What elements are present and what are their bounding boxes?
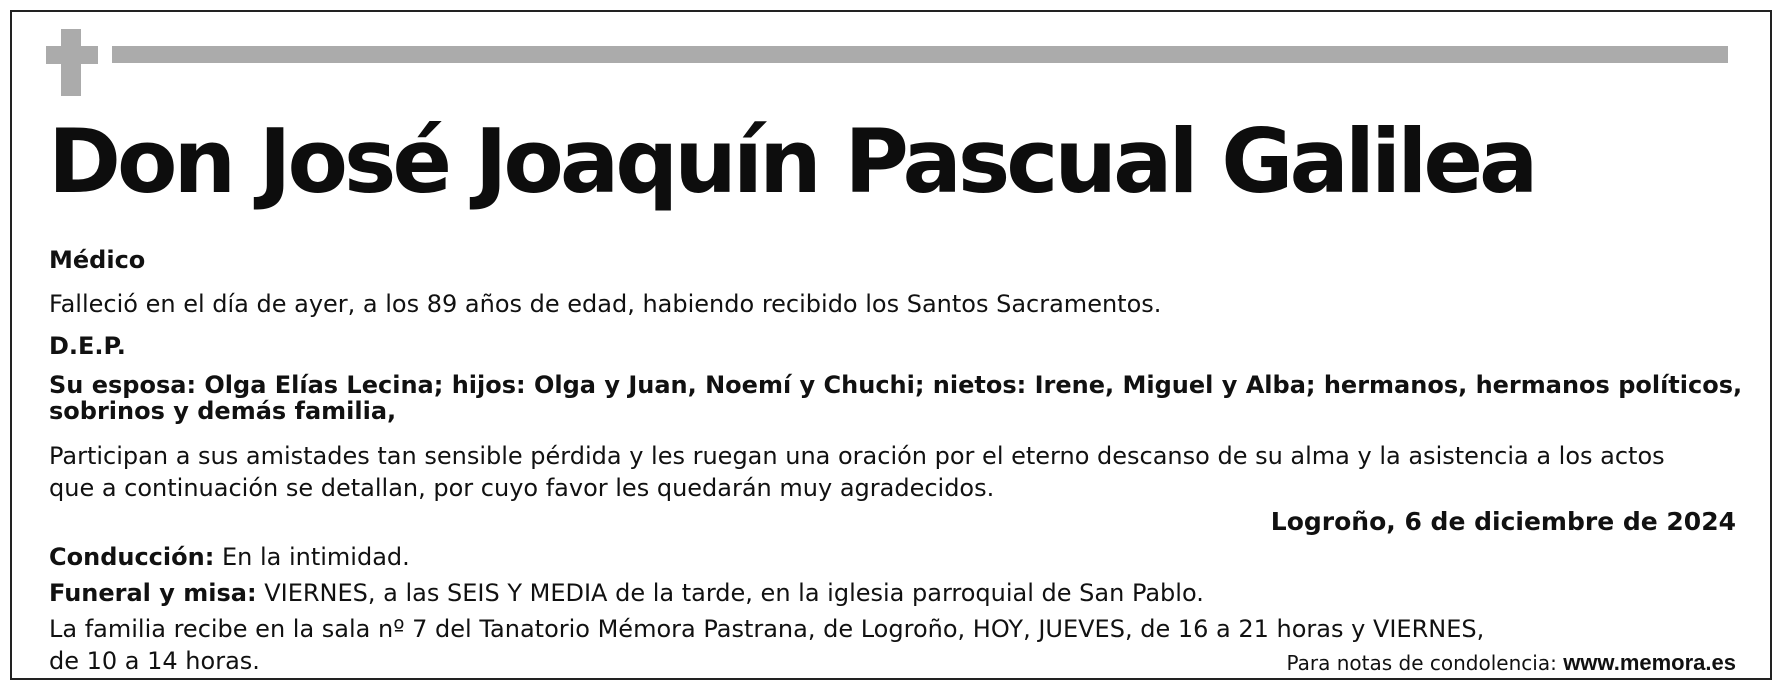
funeral-label: Funeral y misa: [49,579,257,607]
conduccion-text: En la intimidad. [214,543,410,571]
tanatorio-info [49,613,1484,677]
participation-line-2: que a continuación se detallan, por cuyo favor les quedarán muy agradecidos. [49,474,995,502]
rest-in-peace: D.E.P. [49,332,126,360]
family-line-1: Su esposa: Olga Elías Lecina; hijos: Olga y Juan, Noemí y Chuchi; nietos: Irene, Miguel y Alba; hermanos, hermanos políticos, [49,371,1743,399]
death-announcement: Falleció en el día de ayer, a los 89 años de edad, habiendo recibido los Santos Sacramentos. [49,290,1162,318]
profession: Médico [49,246,146,274]
funeral-text: VIERNES, a las SEIS Y MEDIA de la tarde, en la iglesia parroquial de San Pablo. [256,579,1204,607]
family-line-2: sobrinos y demás familia, [49,397,397,425]
participation-line-1: Participan a sus amistades tan sensible pérdida y les ruegan una oración por el eterno descanso de su alma y la asistencia a los actos [49,442,1665,470]
condolence-note [1287,649,1737,677]
conduccion [49,541,410,573]
deceased-name: Don José Joaquín Pascual Galilea [48,110,1535,213]
tanatorio-line-2: de 10 a 14 horas. [49,647,260,675]
header-rule [112,46,1728,63]
place-and-date: Logroño, 6 de diciembre de 2024 [1270,507,1736,536]
funeral [49,577,1204,609]
condolence-label: Para notas de condolencia: [1286,651,1557,675]
tanatorio-line-1: La familia recibe en la sala nº 7 del Tanatorio Mémora Pastrana, de Logroño, HOY, JUEVES, de 16 a 21 horas y VIERNES, [49,615,1485,643]
condolence-link[interactable]: www.memora.es [1563,650,1736,675]
family-members [49,372,1742,424]
cross-icon-horizontal-bar [46,46,98,64]
conduccion-label: Conducción: [49,543,215,571]
participation-text [49,440,1665,504]
